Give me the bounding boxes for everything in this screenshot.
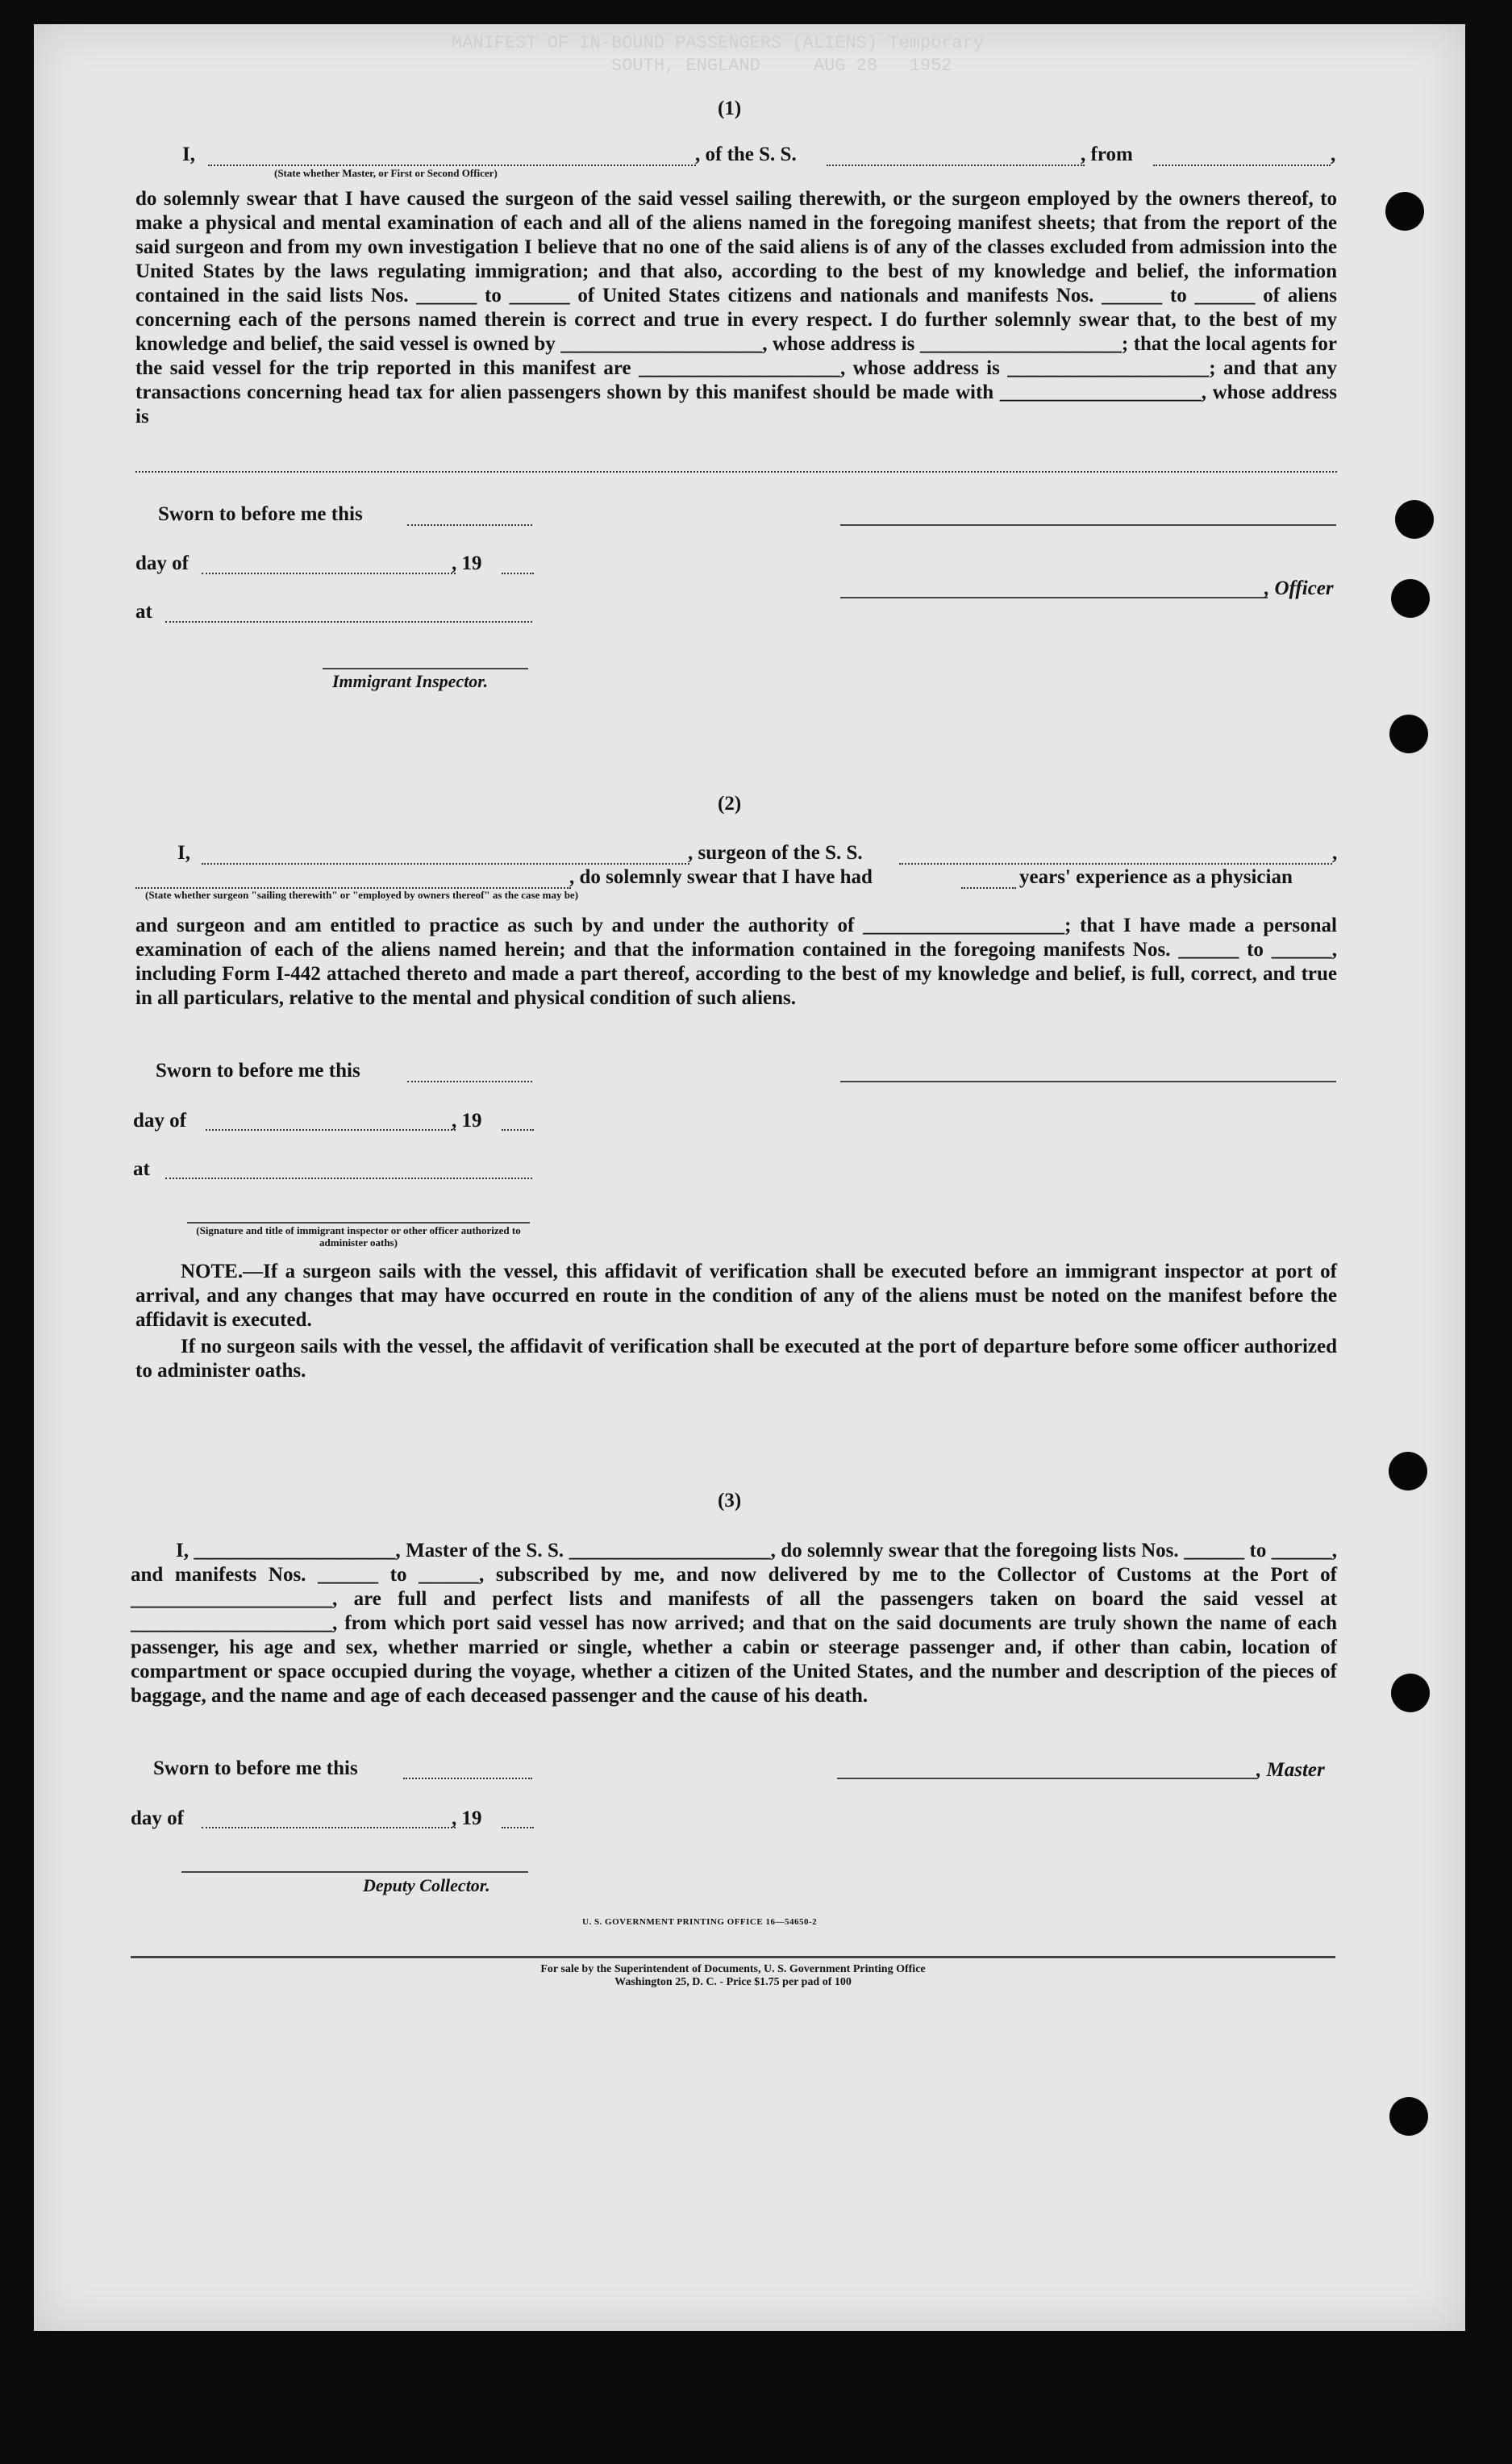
section-1-officer-line[interactable] bbox=[840, 597, 1268, 598]
section-2-paragraph: and surgeon and am entitled to practice as such by and under the authority of ____________________; that I have made a personal examination of each of the aliens named herein; and that the information contained in the foregoing manifests Nos. ______ to ______, including Form I-442 attached thereto and made a part thereof, according to the best of my knowledge and belief, is full, correct, and true in all particulars, relative to the mental and physical condition of such aliens. bbox=[135, 915, 1337, 1009]
section-1-sworn: Sworn to before me this bbox=[158, 503, 363, 525]
section-1-inspector-label: Immigrant Inspector. bbox=[332, 671, 489, 691]
vessel-name-field[interactable] bbox=[827, 165, 1085, 166]
gpo-imprint: U. S. GOVERNMENT PRINTING OFFICE 16—54650-2 bbox=[582, 1917, 818, 1927]
section-2-at: at bbox=[133, 1158, 150, 1180]
from-port-field[interactable] bbox=[1153, 165, 1331, 166]
section-3-deputy-label: Deputy Collector. bbox=[363, 1875, 490, 1895]
footer-sale-line-1: For sale by the Superintendent of Documents, U. S. Government Printing Office bbox=[540, 1963, 926, 1975]
section-3-day-field[interactable] bbox=[202, 1827, 456, 1828]
section-3-master-label: , Master bbox=[1256, 1759, 1325, 1781]
bleed-through-text: MANIFEST OF IN-BOUND PASSENGERS (ALIENS) Temporary SOUTH, ENGLAND AUG 28 1952 bbox=[452, 33, 985, 76]
section-2-years: years' experience as a physician bbox=[1019, 866, 1293, 888]
punch-hole bbox=[1391, 579, 1430, 618]
section-3-master-signature-line[interactable] bbox=[837, 1778, 1256, 1779]
section-3-paragraph: I, ____________________, Master of the S. S. ____________________, do solemnly swear that the foregoing lists Nos. ______ to ______, and manifests Nos. ______ to ______, subscribed by me, and now delivered by me to the Collector of Customs at the Port of ____________________, are full and perfect lists and manifests of all the passengers taken on board the said vessel at ____________________, from which port said vessel has now arrived; and that on the said documents are truly shown the name of each passenger, his age and sex, whether married or single, whether a cabin or steerage passenger and, if other than cabin, location of compartment or space occupied during the voyage, whether a citizen of the United States, and the number and description of the pieces of baggage, and the name and age of each deceased passenger and the cause of his death. bbox=[131, 1540, 1337, 1707]
section-2-year-field[interactable] bbox=[502, 1129, 534, 1131]
section-1-year-field[interactable] bbox=[502, 573, 534, 574]
section-2-surgeon-signature-line[interactable] bbox=[840, 1081, 1336, 1082]
section-2-sworn-field[interactable] bbox=[407, 1081, 532, 1082]
punch-hole bbox=[1385, 192, 1424, 231]
section-2-number: (2) bbox=[718, 793, 742, 815]
note-1-text: —If a surgeon sails with the vessel, this affidavit of verification shall be executed before an immigrant inspector at port of arrival, and any changes that may have occurred en route in the condition of any of the aliens must be noted on the manifest before the affidavit is executed. bbox=[135, 1261, 1337, 1331]
footer-rule bbox=[131, 1956, 1335, 1958]
section-2-note-1 bbox=[135, 1260, 1337, 1332]
note-label: NOTE. bbox=[181, 1261, 244, 1282]
section-2-vessel-field[interactable] bbox=[899, 863, 1332, 865]
section-3-deputy-line[interactable] bbox=[181, 1871, 528, 1873]
section-3-year-field[interactable] bbox=[502, 1827, 534, 1828]
section-1-at-field[interactable] bbox=[165, 621, 532, 623]
section-1-officer-signature-line[interactable] bbox=[840, 524, 1336, 526]
officer-rank-field[interactable] bbox=[208, 165, 696, 166]
punch-hole bbox=[1389, 2097, 1428, 2136]
section-1-continuation-line[interactable] bbox=[135, 471, 1337, 473]
section-2-day-of: day of bbox=[133, 1110, 186, 1132]
punch-hole bbox=[1389, 1452, 1427, 1490]
section-2-sworn: Sworn to before me this bbox=[156, 1060, 360, 1082]
section-2-day-field[interactable] bbox=[206, 1129, 456, 1131]
section-1-caption: (State whether Master, or First or Second Officer) bbox=[274, 167, 498, 179]
footer-sale-line-2: Washington 25, D. C. - Price $1.75 per pad of 100 bbox=[614, 1976, 852, 1988]
section-1-sworn-field[interactable] bbox=[407, 524, 532, 526]
section-2-inspector-line[interactable] bbox=[187, 1222, 530, 1224]
punch-hole bbox=[1391, 1674, 1430, 1712]
section-1-paragraph: do solemnly swear that I have caused the surgeon of the said vessel sailing therewith, or the surgeon employed by the owners thereof, to make a physical and mental examination of each and all of the aliens named in the foregoing manifest sheets; that from the report of the said surgeon and from my own investigation I believe that no one of the said aliens is of any of the classes excluded from admission into the United States by the laws regulating immigration; and that also, according to the best of my knowledge and belief, the information contained in the said lists Nos. ______ to ______ of United States citizens and nationals and manifests Nos. ______ to ______ of aliens concerning each of the persons named therein is correct and true in every respect. I do further solemnly swear that, to the best of my knowledge and belief, the said vessel is owned by ____________________, whose address is ____________________; that the local agents for the said vessel for the trip reported in this manifest are ____________________, whose address is ____________________; and that any transactions concerning head tax for alien passengers shown by this manifest should be made with ____________________, whose address is bbox=[135, 188, 1337, 427]
years-experience-field[interactable] bbox=[961, 887, 1016, 889]
section-3-sworn: Sworn to before me this bbox=[153, 1757, 358, 1779]
section-1-i: I, bbox=[182, 144, 195, 165]
section-1-officer-label: , Officer bbox=[1264, 577, 1334, 599]
section-2-swear: , do solemnly swear that I have had bbox=[569, 866, 873, 888]
section-1-of-ss: , of the S. S. bbox=[695, 144, 797, 165]
surgeon-name-field[interactable] bbox=[202, 863, 689, 865]
section-1-comma: , bbox=[1331, 144, 1336, 165]
section-3-year: , 19 bbox=[452, 1807, 482, 1829]
punch-hole bbox=[1395, 500, 1434, 539]
section-3-day-of: day of bbox=[131, 1807, 184, 1829]
section-2-signature-caption: (Signature and title of immigrant inspector or other officer authorized to administer oaths) bbox=[196, 1224, 521, 1249]
section-2-caption: (State whether surgeon "sailing therewith" or "employed by owners thereof" as the case may be) bbox=[145, 889, 579, 901]
section-1-year: , 19 bbox=[452, 552, 482, 574]
section-2-surgeon-ss: , surgeon of the S. S. bbox=[688, 842, 863, 864]
section-1-number: (1) bbox=[718, 98, 742, 119]
section-2-comma: , bbox=[1332, 842, 1338, 864]
section-1-day-of: day of bbox=[135, 552, 189, 574]
section-3-sworn-field[interactable] bbox=[403, 1778, 532, 1779]
section-2-i: I, bbox=[177, 842, 190, 864]
section-1-at: at bbox=[135, 601, 152, 623]
section-1-from: , from bbox=[1081, 144, 1133, 165]
section-2-at-field[interactable] bbox=[165, 1178, 532, 1179]
section-1-day-field[interactable] bbox=[202, 573, 456, 574]
section-3-number: (3) bbox=[718, 1490, 742, 1511]
punch-hole bbox=[1389, 715, 1428, 753]
section-2-note-2: If no surgeon sails with the vessel, the affidavit of verification shall be executed at the port of departure before some officer authorized to administer oaths. bbox=[135, 1336, 1337, 1382]
section-2-year: , 19 bbox=[452, 1110, 482, 1132]
